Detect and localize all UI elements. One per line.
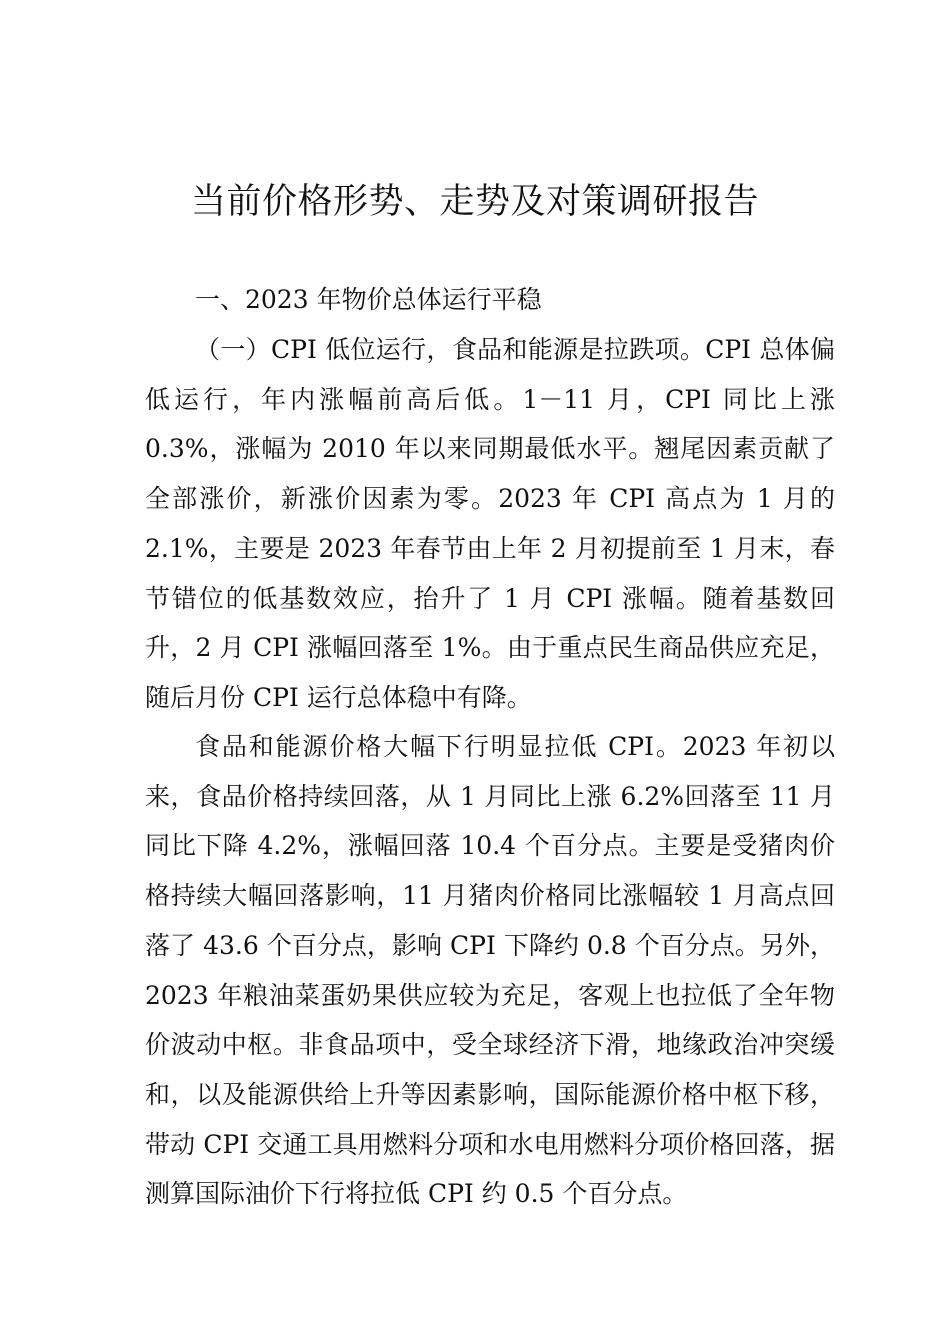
body-paragraph-1: （一）CPI 低位运行，食品和能源是拉跌项。CPI 总体偏低运行，年内涨幅前高后低。1－11 月，CPI 同比上涨 0.3%，涨幅为 2010 年以来同期最低水平。翘尾因素贡献了全部涨价，新涨价因素为零。2023 年 CPI 高点为 1 月的 2.1%，主要是 2023 年春节由上年 2 月初提前至 1 月末，春节错位的低基数效应，抬升了 1 月 CPI 涨幅。随着基数回升，2 月 CPI 涨幅回落至 1%。由于重点民生商品供应充足，随后月份 CPI 运行总体稳中有降。 — [145, 335, 835, 712]
document-title: 当前价格形势、走势及对策调研报告 — [190, 182, 759, 222]
section-heading: 一、2023 年物价总体运行平稳 — [195, 285, 542, 314]
body-paragraph-2: 食品和能源价格大幅下行明显拉低 CPI。2023 年初以来，食品价格持续回落，从 1 月同比上涨 6.2%回落至 11 月同比下降 4.2%，涨幅回落 10.4 个百分点。主要是受猪肉价格持续大幅回落影响，11 月猪肉价格同比涨幅较 1 月高点回落了 43.6 个百分点，影响 CPI 下降约 0.8 个百分点。另外，2023 年粮油菜蛋奶果供应较为充足，客观上也拉低了全年物价波动中枢。非食品项中，受全球经济下滑，地缘政治冲突缓和，以及能源供给上升等因素影响，国际能源价格中枢下移，带动 CPI 交通工具用燃料分项和水电用燃料分项价格回落，据测算国际油价下行将拉低 CPI 约 0.5 个百分点。 — [145, 732, 835, 1209]
